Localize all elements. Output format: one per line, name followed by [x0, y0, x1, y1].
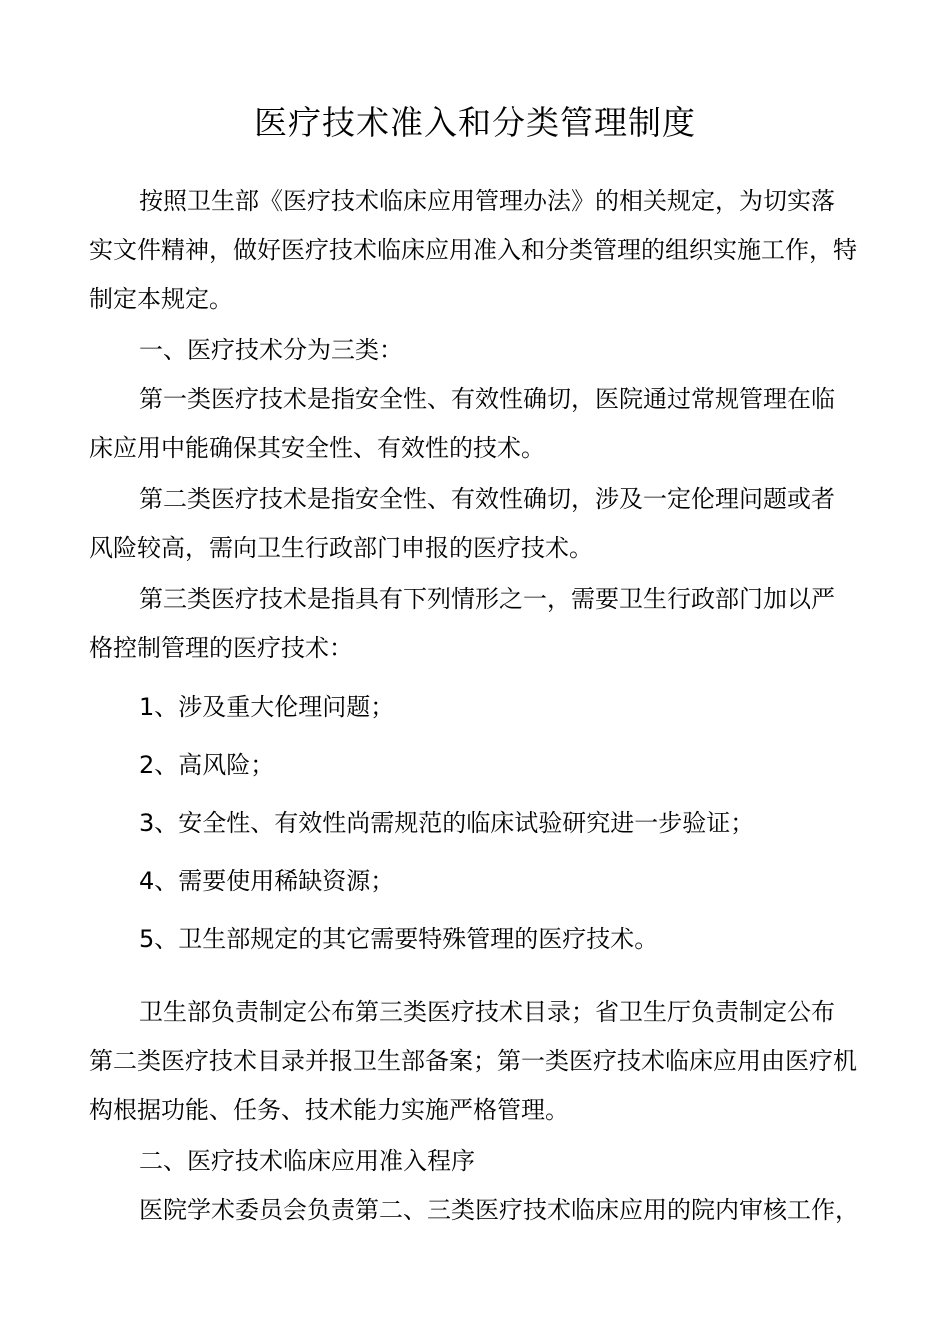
paragraph-line: 格控制管理的医疗技术：: [89, 634, 353, 662]
list-item: 3、安全性、有效性尚需规范的临床试验研究进一步验证；: [139, 809, 755, 837]
paragraph-line: 第二类医疗技术是指安全性、有效性确切，涉及一定伦理问题或者: [139, 485, 835, 513]
list-item: 1、涉及重大伦理问题；: [139, 693, 395, 721]
paragraph-line: 卫生部负责制定公布第三类医疗技术目录；省卫生厅负责制定公布: [139, 998, 835, 1026]
paragraph-line: 第三类医疗技术是指具有下列情形之一，需要卫生行政部门加以严: [139, 585, 835, 613]
document-title: 医疗技术准入和分类管理制度: [254, 103, 696, 142]
paragraph-line: 实文件精神，做好医疗技术临床应用准入和分类管理的组织实施工作，特: [89, 236, 857, 264]
paragraph-line: 第二类医疗技术目录并报卫生部备案；第一类医疗技术临床应用由医疗机: [89, 1047, 857, 1075]
list-item: 5、卫生部规定的其它需要特殊管理的医疗技术。: [139, 925, 659, 953]
list-item: 2、高风险；: [139, 751, 275, 779]
section-heading: 二、医疗技术临床应用准入程序: [139, 1147, 475, 1175]
paragraph-line: 按照卫生部《医疗技术临床应用管理办法》的相关规定，为切实落: [139, 187, 835, 215]
paragraph-line: 构根据功能、任务、技术能力实施严格管理。: [89, 1096, 569, 1124]
list-item: 4、需要使用稀缺资源；: [139, 867, 395, 895]
paragraph-line: 风险较高，需向卫生行政部门申报的医疗技术。: [89, 534, 593, 562]
section-heading: 一、医疗技术分为三类：: [139, 336, 403, 364]
paragraph-line: 制定本规定。: [89, 285, 233, 313]
paragraph-line: 第一类医疗技术是指安全性、有效性确切，医院通过常规管理在临: [139, 385, 835, 413]
paragraph-line: 医院学术委员会负责第二、三类医疗技术临床应用的院内审核工作，: [139, 1196, 859, 1224]
paragraph-line: 床应用中能确保其安全性、有效性的技术。: [89, 434, 545, 462]
